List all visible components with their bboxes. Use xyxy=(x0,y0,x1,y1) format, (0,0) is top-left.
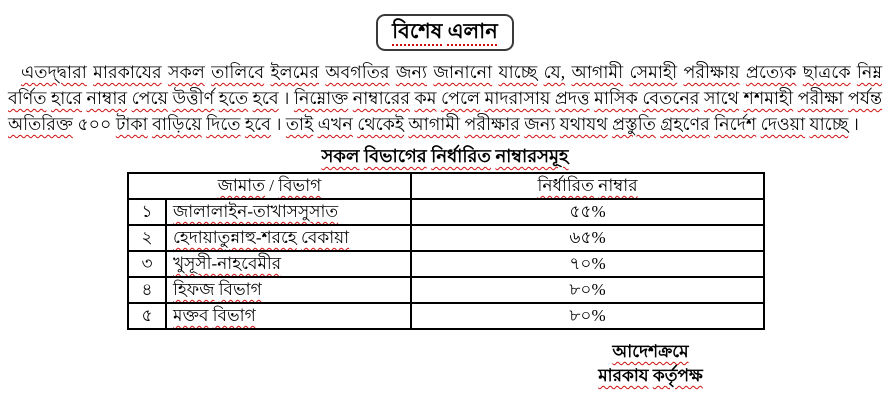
word: এলান xyxy=(447,19,498,43)
word: নিম্নোক্ত xyxy=(293,88,349,108)
table-row xyxy=(128,225,764,251)
page-title xyxy=(392,19,498,43)
word: । xyxy=(852,114,859,134)
word: বিভাগের xyxy=(363,146,427,166)
word: সাথে xyxy=(703,88,739,108)
word: খুসূসী-নাহবেমীর xyxy=(173,254,282,273)
word: ইলমের xyxy=(270,62,320,82)
word: পরীক্ষা xyxy=(797,88,844,108)
word: সকল xyxy=(167,62,205,82)
word: তাই xyxy=(285,114,314,134)
table-row xyxy=(128,199,764,225)
marks-cell: ৭০% xyxy=(411,251,764,277)
word: । xyxy=(283,88,290,108)
word: শশমাহী xyxy=(743,88,794,108)
word: প্রস্তুতি xyxy=(612,114,656,134)
word: মারকায xyxy=(598,366,649,385)
word: নির্ধারিত xyxy=(431,146,491,166)
word: নাম্বার xyxy=(86,88,128,108)
word: । xyxy=(275,114,282,134)
header-cell-marks xyxy=(411,173,764,199)
word: বিভাগ xyxy=(212,306,256,325)
table-row xyxy=(128,303,764,329)
header-cell-class xyxy=(128,173,411,199)
word: নিম্ন xyxy=(856,62,883,82)
word: বাড়িয়ে xyxy=(152,114,202,134)
serial-cell: ১ xyxy=(128,199,166,225)
word: জন্য xyxy=(524,114,556,134)
word: এখন xyxy=(317,114,353,134)
serial-cell: ২ xyxy=(128,225,166,251)
word: বিভাগ xyxy=(278,176,322,195)
word: উত্তীর্ণ xyxy=(172,88,215,108)
word: যথাযথ xyxy=(559,114,608,134)
word: মারকাযের xyxy=(93,62,162,82)
word: থেকেই xyxy=(357,114,405,134)
word: হেদায়াতুন্নাহু-শরহে xyxy=(173,228,297,247)
notice-paragraph xyxy=(8,59,882,137)
marks-cell: ৬৫% xyxy=(411,225,764,251)
signature-block xyxy=(563,340,738,388)
word: অতিরিক্ত xyxy=(8,114,73,134)
word: নাম্বার xyxy=(598,176,638,195)
title-wrap xyxy=(5,14,885,51)
word: কম xyxy=(414,88,437,108)
word: নাম্বারসমূহ xyxy=(495,146,569,166)
table-row xyxy=(128,251,764,277)
word: হিফজ xyxy=(173,280,215,299)
marks-table xyxy=(127,172,765,330)
table-header-row xyxy=(128,173,764,199)
word: বেতনের xyxy=(642,88,700,108)
word: ৫০০ xyxy=(77,114,112,134)
word: বর্ণিত xyxy=(8,88,47,108)
word: / xyxy=(269,176,274,195)
word: জামাত xyxy=(217,176,265,195)
marks-cell: ৮০% xyxy=(411,303,764,329)
word: তালিবে xyxy=(211,62,265,82)
word: আগামী xyxy=(408,114,461,134)
word: পরীক্ষার xyxy=(464,114,520,134)
word: বিভাগ xyxy=(218,280,262,299)
word: জন্য xyxy=(395,62,428,82)
word: জানানো xyxy=(433,62,493,82)
word: নির্ধারিত xyxy=(537,176,594,195)
word: নির্দেশ xyxy=(714,114,757,134)
name-cell xyxy=(166,199,411,225)
word: পেয়ে xyxy=(131,88,168,108)
word: হবে xyxy=(244,114,271,134)
word: সকল xyxy=(321,146,360,166)
word: পরীক্ষায় xyxy=(683,62,740,82)
signature-line2 xyxy=(563,364,738,388)
word: যাচ্ছে xyxy=(809,114,849,134)
word: যাচ্ছে xyxy=(498,62,538,82)
word: জালালাইন-তাখাসসুসাত xyxy=(173,202,339,221)
word: দেওয়া xyxy=(760,114,806,134)
table-row xyxy=(128,277,764,303)
word: নাম্বারের xyxy=(352,88,410,108)
word: প্রত্যেক xyxy=(745,62,797,82)
name-cell xyxy=(166,251,411,277)
signature-line1 xyxy=(563,340,738,364)
announcement-title-box xyxy=(376,14,514,51)
word: হবে xyxy=(252,88,279,108)
word: হারে xyxy=(51,88,82,108)
word: অবগতির xyxy=(325,62,390,82)
word: সেমাহী xyxy=(629,62,678,82)
word: যে, xyxy=(543,62,566,82)
word: মাসিক xyxy=(594,88,638,108)
word: মক্তব xyxy=(173,306,209,325)
name-cell xyxy=(166,303,411,329)
table-title xyxy=(5,144,885,168)
word: বেকায়া xyxy=(300,228,350,247)
name-cell xyxy=(166,277,411,303)
word: মাদরাসায় xyxy=(484,88,551,108)
word: পর্যন্ত xyxy=(848,88,883,108)
marks-cell: ৫৫% xyxy=(411,199,764,225)
word: টাকা xyxy=(115,114,148,134)
word: এতদ্দ্বারা xyxy=(21,62,87,82)
word: হতে xyxy=(218,88,249,108)
word: দিতে xyxy=(206,114,241,134)
name-cell xyxy=(166,225,411,251)
word: কর্তৃপক্ষ xyxy=(652,366,703,385)
word: গ্রহণের xyxy=(660,114,710,134)
serial-cell: ৩ xyxy=(128,251,166,277)
serial-cell: ৪ xyxy=(128,277,166,303)
word: পেলে xyxy=(441,88,481,108)
word: বিশেষ xyxy=(392,19,443,43)
word: আগামী xyxy=(571,62,624,82)
word: প্রদত্ত xyxy=(554,88,590,108)
word: ছাত্রকে xyxy=(802,62,851,82)
serial-cell: ৫ xyxy=(128,303,166,329)
word: আদেশক্রমে xyxy=(612,342,689,361)
marks-cell: ৮০% xyxy=(411,277,764,303)
